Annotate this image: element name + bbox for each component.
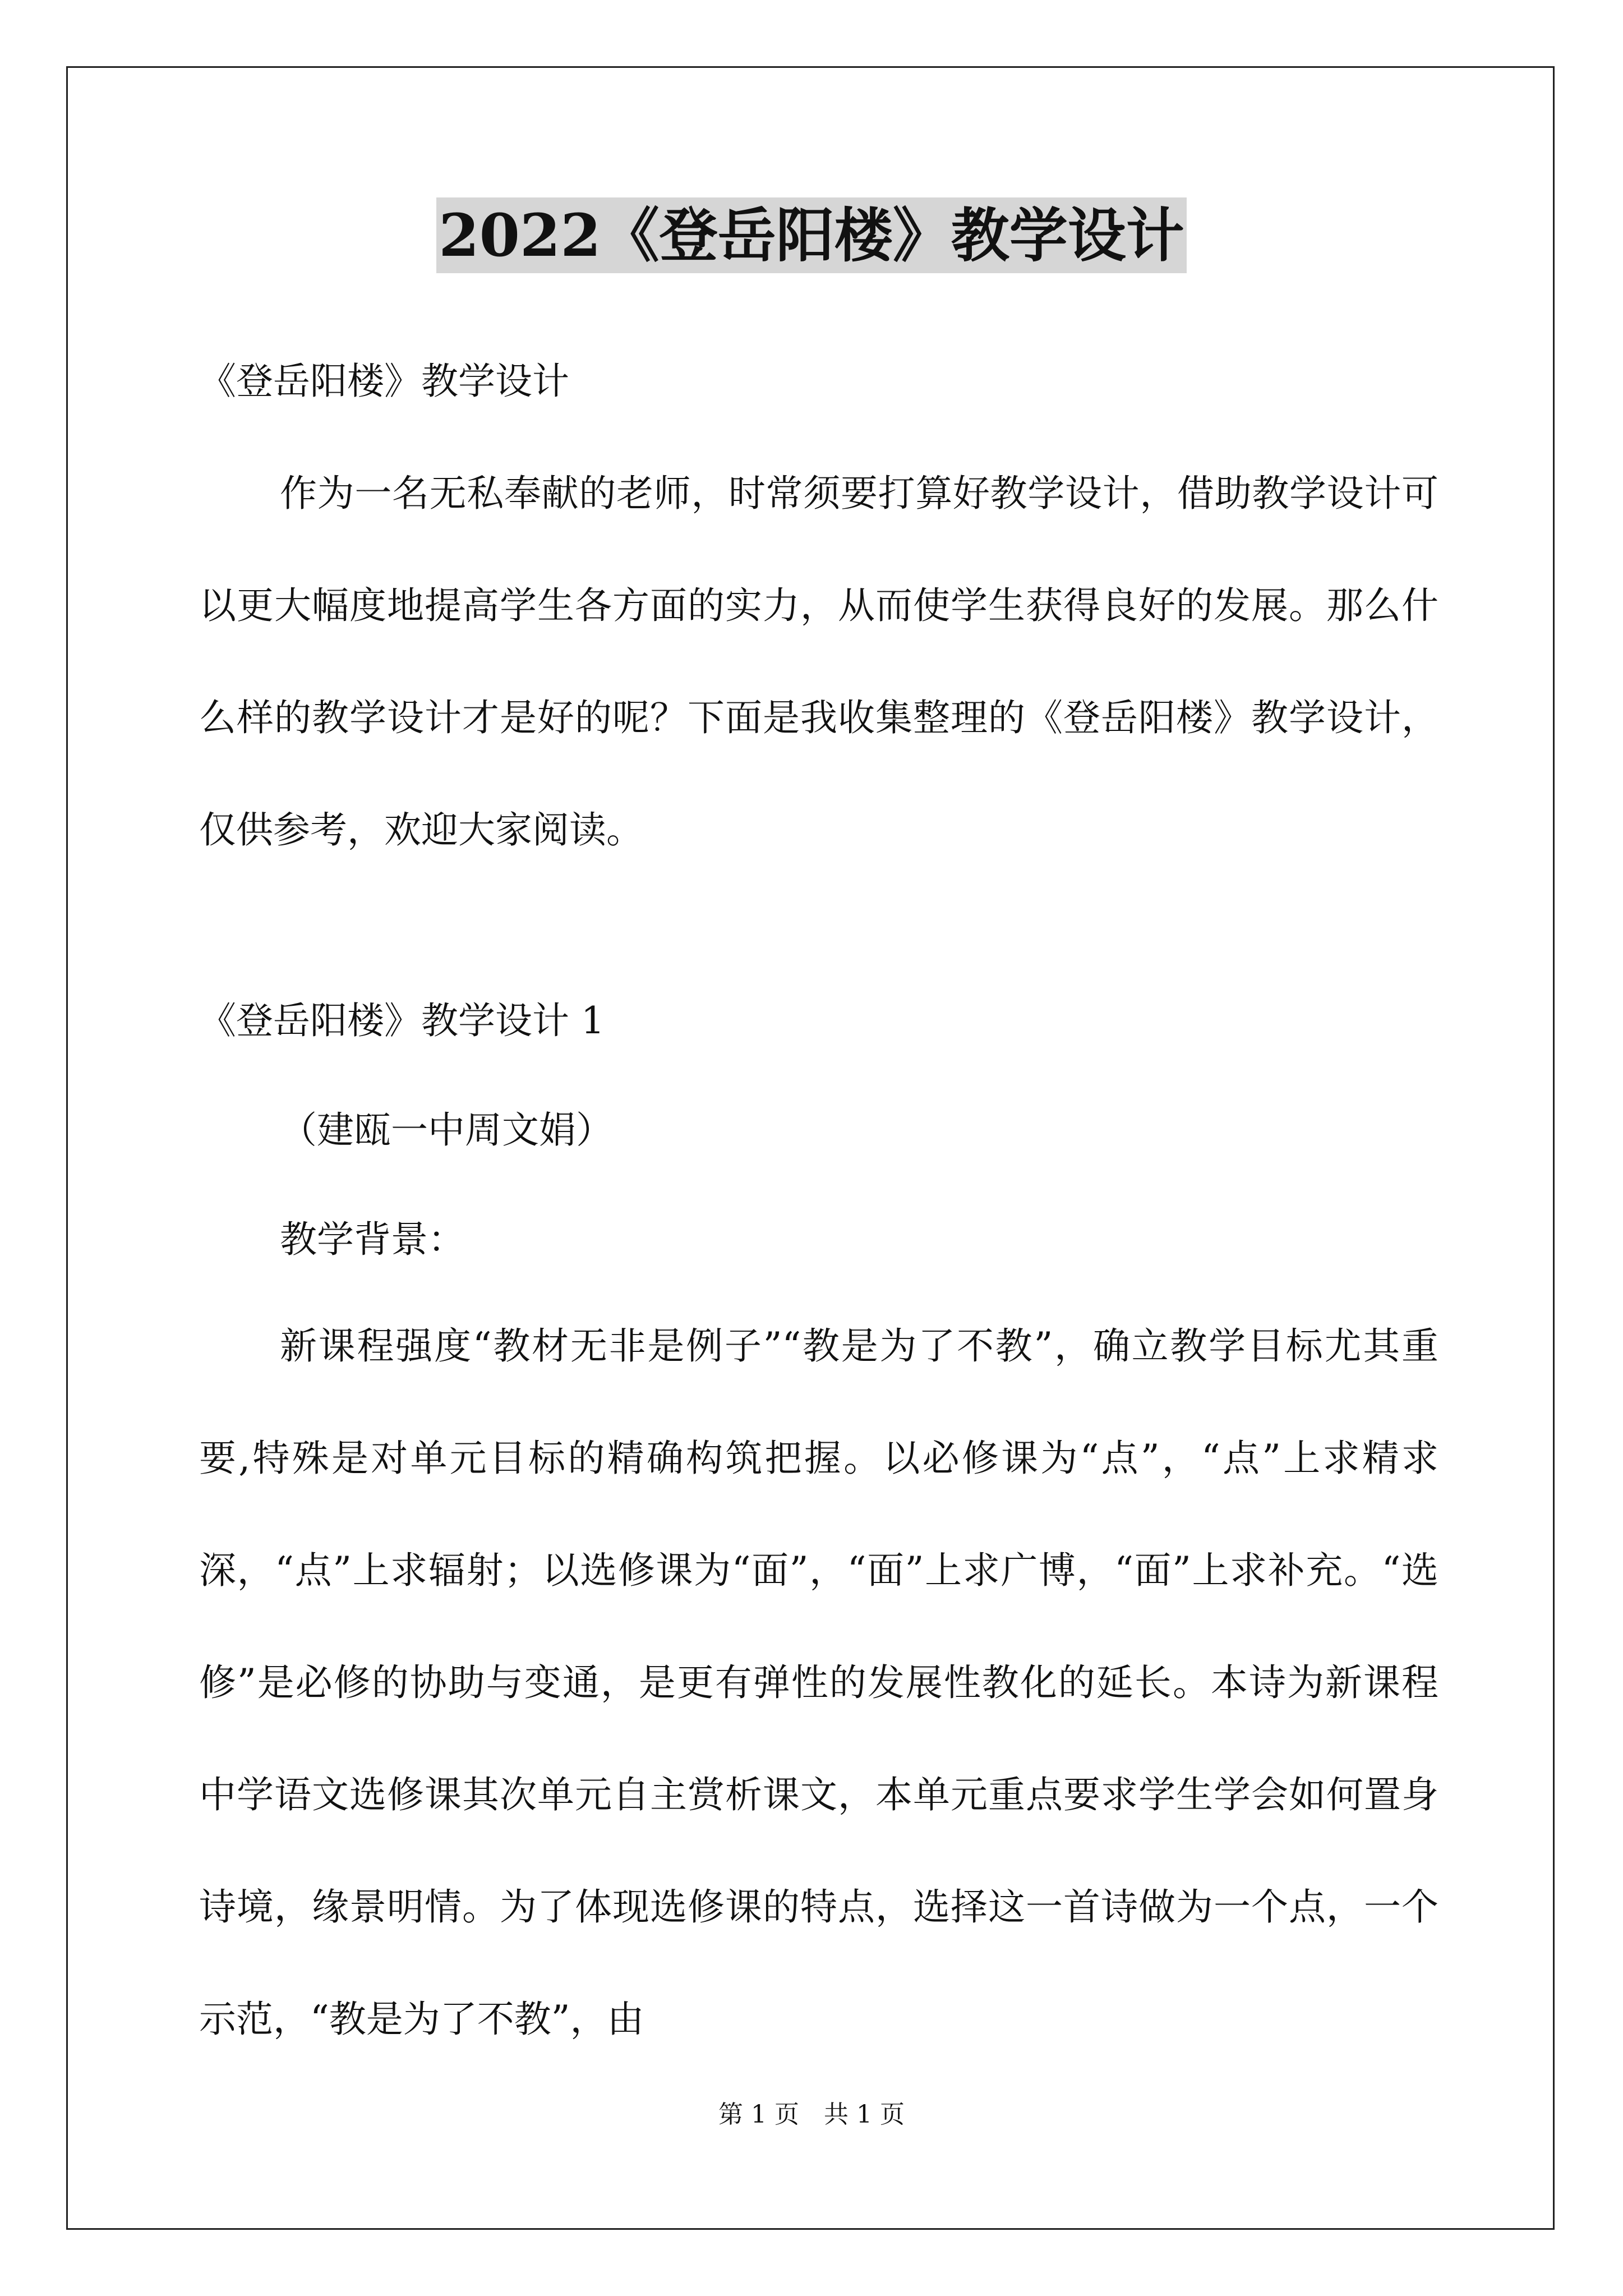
document-title: [0, 194, 1623, 278]
page-footer: [0, 2098, 1623, 2132]
background-label: 教学背景：: [280, 1218, 465, 1261]
intro-paragraph: 作为一名无私奉献的老师，时常须要打算好教学设计，借助教学设计可以更大幅度地提高学生各方面的实力，从而使学生获得良好的发展。那么什么样的教学设计才是好的呢？下面是我收集整理的《登岳阳楼》教学设计，仅供参考，欢迎大家阅读。: [199, 472, 1438, 852]
document-subtitle: 《登岳阳楼》教学设计: [199, 360, 569, 403]
background-paragraph: 新课程强度“教材无非是例子”“教是为了不教”，确立教学目标尤其重要,特殊是对单元目标的精确构筑把握。以必修课为“点”，“点”上求精求深，“点”上求辐射；以选修课为“面”，“面”上求广博，“面”上求补充。“选修”是必修的协助与变通，是更有弹性的发展性教化的延长。本诗为新课程中学语文选修课其次单元自主赏析课文，本单元重点要求学生学会如何置身诗境，缘景明情。为了体现选修课的特点，选择这一首诗做为一个点，一个示范，“教是为了不教”，由: [199, 1324, 1438, 2041]
document-title-text: 2022《登岳阳楼》教学设计: [436, 197, 1186, 273]
page-number: 第 1 页 共 1 页: [718, 2100, 905, 2129]
section-heading: 《登岳阳楼》教学设计 1: [199, 999, 605, 1042]
author-line: （建瓯一中周文娟）: [280, 1108, 613, 1152]
